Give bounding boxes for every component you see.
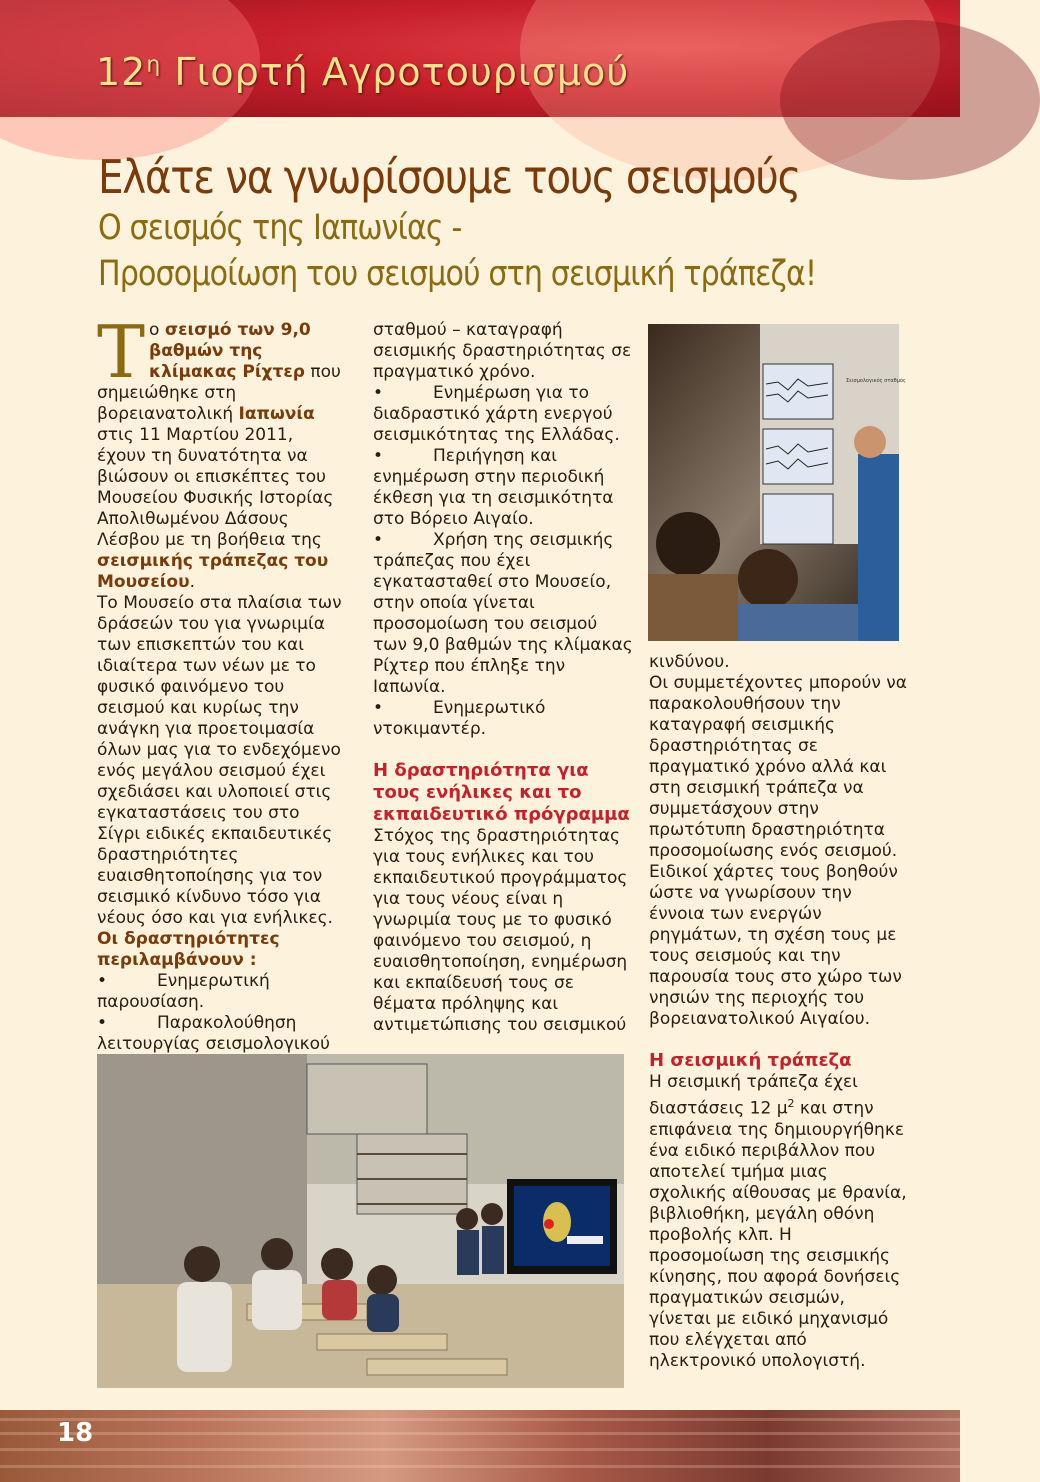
body-paragraph: Οι συμμετέχοντες μπορούν να παρακολουθήσουν την καταγραφή σεισμικής δραστηριότητας σε πραγματικό χρόνο αλλά και στη σεισμική τράπεζα να συμμετάσχουν στην πρωτότυπη δραστηριότητα προσομοίωσης ενός σεισμού. Ειδικοί χάρτες τους βοηθούν ώστε να γνωρίσουν την έννοια των ενεργών ρηγμάτων, τη σχέση τους με τους σεισμούς και την παρουσία τους στο χώρο των νησιών της περιοχής του βορειανατολικού Αιγαίου. <box>649 673 907 1029</box>
classroom-photo <box>97 1054 624 1388</box>
drop-cap: Τ <box>97 310 146 394</box>
footer-band <box>0 1410 960 1482</box>
column-3 <box>649 652 909 1372</box>
classroom-illustration <box>97 1054 624 1388</box>
column-2 <box>373 320 633 1036</box>
section-paragraph: Η σεισμική τράπεζα έχει διαστάσεις 12 $\mu^2$ και στην επιφάνεια της δημιουργήθηκε ένα ειδικό περιβάλλον που αποτελεί τμήμα μιας σχολικής αίθουσας με θρανία, βιβλιοθήκη, μεγάλη οθόνη προβολής κλπ. Η προσομοίωση της σεισμικής κίνησης, που αφορά δονήσεις πραγματικών σεισμών, γίνεται με ειδικό μηχανισμό που ελέγχεται από ηλεκτρονικό υπολογιστή. <box>649 1072 907 1371</box>
page-number: 18 <box>57 1418 94 1448</box>
article-title: Ελάτε να γνωρίσουμε τους σεισμούς <box>98 150 800 204</box>
bullet-item: • Χρήση της σεισμικής τράπεζας που έχει εγκατασταθεί στο Μουσείο, στην οποία γίνεται προσομοίωση του σεισμού των 9,0 βαθμών της κλίμακας Ρίχτερ που έπληξε την Ιαπωνία. <box>373 530 633 697</box>
bullet-continuation: σταθμού – καταγραφή σεισμικής δραστηριότητας σε πραγματικό χρόνο. <box>373 320 632 382</box>
article-subtitle-2: Προσομοίωση του σεισμού στη σεισμική τράπεζα! <box>98 254 817 294</box>
article-subtitle: Ο σεισμός της Ιαπωνίας - <box>98 208 462 248</box>
bullet-item: • Ενημερωτική παρουσίαση. <box>97 971 270 1012</box>
seismograph-photo <box>648 324 906 641</box>
header-banner <box>0 0 960 117</box>
bullet-item: • Παρακολούθηση λειτουργίας σεισμολογικού <box>97 1013 330 1054</box>
screen-label: Σεισμολογικός σταθμός <box>846 378 906 384</box>
body-paragraph: Το Μουσείο στα πλαίσια των δράσεών του για γνωριμία των επισκεπτών του και ιδιαίτερα των νέων με το φυσικό φαινόμενο του σεισμού και κυρίως την ανάγκη για προετοιμασία όλων μας για το ενδεχόμενο ενός μεγάλου σεισμού έχει σχεδιάσει και υλοποιεί στις εγκαταστάσεις του στο Σίγρι ειδικές εκπαιδευτικές δραστηριότητες ευαισθητοποίησης για τον σεισμικό κίνδυνο τόσο για νέους όσο και για ενήλικες. <box>97 593 342 928</box>
header-title: $12^\eta$ Γιορτή Αγροτουρισμού <box>96 50 630 94</box>
bullet-item: • Περιήγηση και ενημέρωση στην περιοδική έκθεση για τη σεισμικότητα στο Βόρειο Αιγαίο. <box>373 446 614 529</box>
seismograph-illustration <box>648 324 906 641</box>
bullet-item: • Ενημέρωση για το διαδραστικό χάρτη ενεργού σεισμικότητας της Ελλάδας. <box>373 383 620 445</box>
intro-paragraph: Το σεισμό των 9,0 βαθμών της κλίμακας Ρίχτερ που σημειώθηκε στη βορειανατολική Ιαπωνία στις 11 Μαρτίου 2011, έχουν τη δυνατότητα να βιώσουν οι επισκέπτες του Μουσείου Φυσικής Ιστορίας Απολιθωμένου Δάσους Λέσβου με τη βοήθεια της σεισμικής τράπεζας του Μουσείου. <box>97 310 341 592</box>
section-heading: Η σεισμική τράπεζα <box>649 1050 852 1071</box>
activities-heading: Οι δραστηριότητες περιλαμβάνουν : <box>97 929 280 970</box>
paragraph-continuation: κινδύνου. <box>649 652 730 672</box>
bullet-item: • Ενημερωτικό ντοκιμαντέρ. <box>373 698 546 739</box>
column-1 <box>97 310 342 1055</box>
section-paragraph: Στόχος της δραστηριότητας για τους ενήλικες και του εκπαιδευτικού προγράμματος για τους νέους είναι η γνωριμία τους με το φυσικό φαινόμενο του σεισμού, η ευαισθητοποίηση, ενημέρωση και εκπαίδευσή τους σε θέματα πρόληψης και αντιμετώπισης του σεισμικού <box>373 826 628 1035</box>
section-heading: Η δραστηριότητα για τους ενήλικες και το εκπαιδευτικό πρόγραμμα <box>373 760 630 825</box>
